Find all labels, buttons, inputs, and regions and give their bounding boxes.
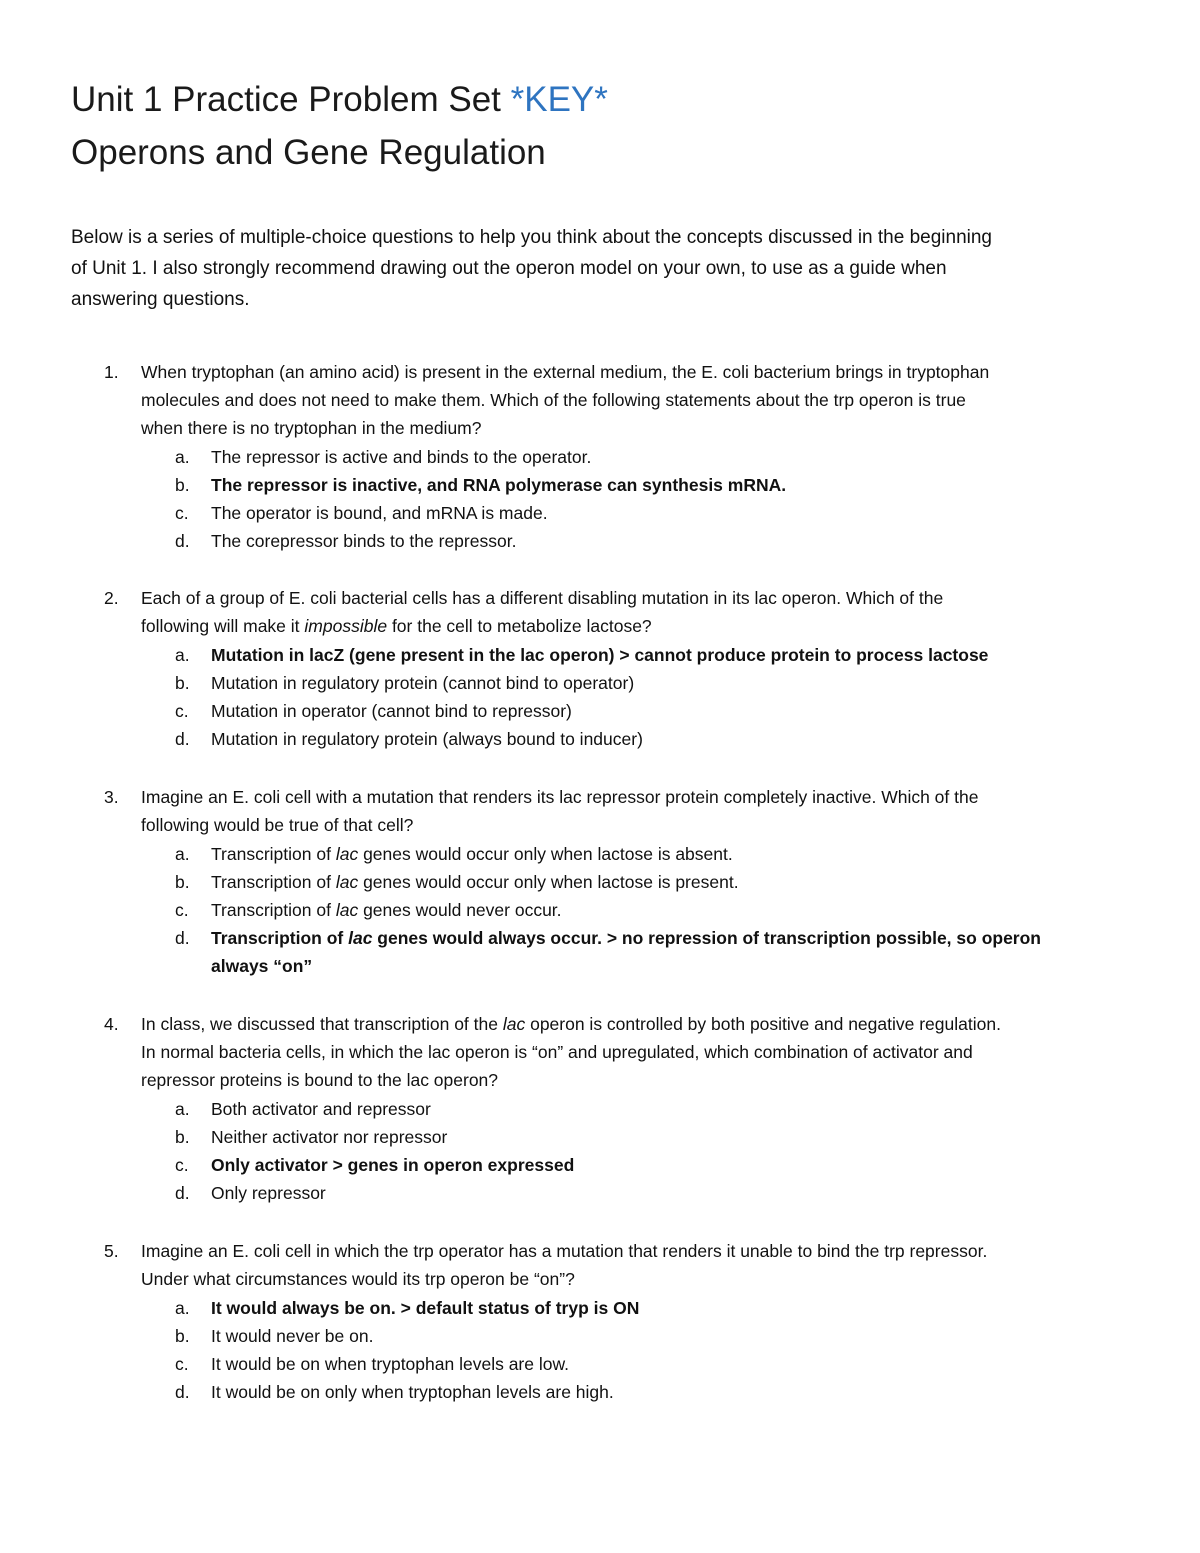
option-letter: d. (175, 729, 190, 749)
option-c (0, 896, 1200, 924)
option-letter: d. (175, 928, 190, 948)
question-number: 4. (104, 1014, 119, 1034)
question-text-line: Each of a group of E. coli bacterial cells has a different disabling mutation in its lac operon. Which of the (141, 588, 944, 608)
option-text (211, 840, 733, 868)
text-segment: genes would occur only when lactose is absent. (358, 844, 733, 864)
option-text (211, 924, 1041, 952)
emphasis-text: lac (348, 928, 373, 948)
question-text-line: Imagine an E. coli cell with a mutation that renders its lac repressor protein completely inactive. Which of the (141, 787, 979, 807)
option-letter: b. (175, 1326, 190, 1346)
option-letter: d. (175, 1382, 190, 1402)
question-text-line: following would be true of that cell? (141, 815, 414, 835)
option-letter: a. (175, 1099, 190, 1119)
page-subtitle: Operons and Gene Regulation (71, 133, 546, 172)
option-text: It would always be on. > default status of tryp is ON (211, 1298, 640, 1318)
option-text: Mutation in lacZ (gene present in the lac operon) > cannot produce protein to process lactose (211, 645, 989, 665)
text-segment: operon is controlled by both positive and negative regulation. (525, 1014, 1001, 1034)
option-text (211, 896, 562, 924)
option-letter: c. (175, 1354, 189, 1374)
option-c (0, 697, 1200, 725)
emphasis-text: lac (335, 844, 359, 864)
question-number: 1. (104, 362, 119, 382)
option-letter: d. (175, 531, 190, 551)
question-text-line (141, 612, 652, 640)
option-text: Mutation in regulatory protein (cannot bind to operator) (211, 673, 635, 693)
option-d-continuation: always “on” (211, 956, 313, 976)
option-a (0, 443, 1200, 471)
question-text-line: when there is no tryptophan in the medium? (141, 418, 482, 438)
emphasis-text: lac (335, 872, 359, 892)
option-c-answer (0, 1151, 1200, 1179)
option-d-answer (0, 924, 1200, 952)
option-b-answer (0, 471, 1200, 499)
option-text: Neither activator nor repressor (211, 1127, 448, 1147)
option-letter: c. (175, 900, 189, 920)
text-segment: Transcription of (211, 900, 336, 920)
question-text-line: When tryptophan (an amino acid) is present in the external medium, the E. coli bacterium brings in tryptophan (141, 362, 990, 382)
option-d (0, 725, 1200, 753)
option-text: It would be on when tryptophan levels are low. (211, 1354, 569, 1374)
option-text: Only repressor (211, 1183, 326, 1203)
option-text: The repressor is inactive, and RNA polymerase can synthesis mRNA. (211, 475, 787, 495)
option-letter: c. (175, 503, 189, 523)
question-text-line: Imagine an E. coli cell in which the trp operator has a mutation that renders it unable to bind the trp repressor. (141, 1241, 988, 1261)
option-text: The operator is bound, and mRNA is made. (211, 503, 548, 523)
question-number: 3. (104, 787, 119, 807)
question-text-line: repressor proteins is bound to the lac operon? (141, 1070, 499, 1090)
option-letter: a. (175, 447, 190, 467)
text-segment: genes would never occur. (358, 900, 562, 920)
question-text-line (141, 1010, 1001, 1038)
option-c (0, 499, 1200, 527)
option-text: The corepressor binds to the repressor. (211, 531, 517, 551)
option-letter: b. (175, 475, 190, 495)
option-letter: a. (175, 645, 190, 665)
emphasis-text: lac (335, 900, 359, 920)
question-text-line: In normal bacteria cells, in which the lac operon is “on” and upregulated, which combination of activator and (141, 1042, 973, 1062)
option-a-answer (0, 641, 1200, 669)
text-segment: Transcription of (211, 928, 349, 948)
intro-line: of Unit 1. I also strongly recommend drawing out the operon model on your own, to use as a guide when (71, 258, 947, 279)
option-text: The repressor is active and binds to the operator. (211, 447, 592, 467)
option-a (0, 1095, 1200, 1123)
text-segment: In class, we discussed that transcription of the (141, 1014, 503, 1034)
option-letter: d. (175, 1183, 190, 1203)
option-text (211, 868, 739, 896)
intro-paragraph (71, 222, 1131, 315)
option-letter: c. (175, 1155, 189, 1175)
question-text-line: molecules and does not need to make them. Which of the following statements about the trp operon is true (141, 390, 966, 410)
intro-line: Below is a series of multiple-choice questions to help you think about the concepts discussed in the beginning (71, 227, 992, 248)
page-title (71, 80, 608, 120)
option-text: Only activator > genes in operon expressed (211, 1155, 575, 1175)
emphasis-text: impossible (304, 616, 388, 636)
option-d (0, 1179, 1200, 1207)
option-b (0, 1322, 1200, 1350)
key-label: *KEY* (510, 80, 608, 119)
option-letter: b. (175, 1127, 190, 1147)
text-segment: for the cell to metabolize lactose? (387, 616, 652, 636)
option-letter: b. (175, 872, 190, 892)
option-text: It would never be on. (211, 1326, 374, 1346)
title-text: Unit 1 Practice Problem Set (71, 80, 511, 119)
option-d (0, 1378, 1200, 1406)
text-segment: Transcription of (211, 844, 336, 864)
question-number: 2. (104, 588, 119, 608)
option-text: Mutation in regulatory protein (always bound to inducer) (211, 729, 643, 749)
emphasis-text: lac (502, 1014, 526, 1034)
option-a (0, 840, 1200, 868)
option-b (0, 1123, 1200, 1151)
text-segment: genes would occur only when lactose is present. (358, 872, 739, 892)
option-d (0, 527, 1200, 555)
option-c (0, 1350, 1200, 1378)
question-text-line: Under what circumstances would its trp operon be “on”? (141, 1269, 575, 1289)
intro-line: answering questions. (71, 289, 250, 310)
option-text: It would be on only when tryptophan levels are high. (211, 1382, 614, 1402)
text-segment: Transcription of (211, 872, 336, 892)
option-b (0, 669, 1200, 697)
option-letter: a. (175, 844, 190, 864)
option-text: Mutation in operator (cannot bind to repressor) (211, 701, 572, 721)
option-letter: b. (175, 673, 190, 693)
text-segment: following will make it (141, 616, 305, 636)
text-segment: genes would always occur. > no repression of transcription possible, so operon (372, 928, 1041, 948)
option-letter: a. (175, 1298, 190, 1318)
option-a-answer (0, 1294, 1200, 1322)
option-b (0, 868, 1200, 896)
option-text: Both activator and repressor (211, 1099, 431, 1119)
question-number: 5. (104, 1241, 119, 1261)
option-letter: c. (175, 701, 189, 721)
